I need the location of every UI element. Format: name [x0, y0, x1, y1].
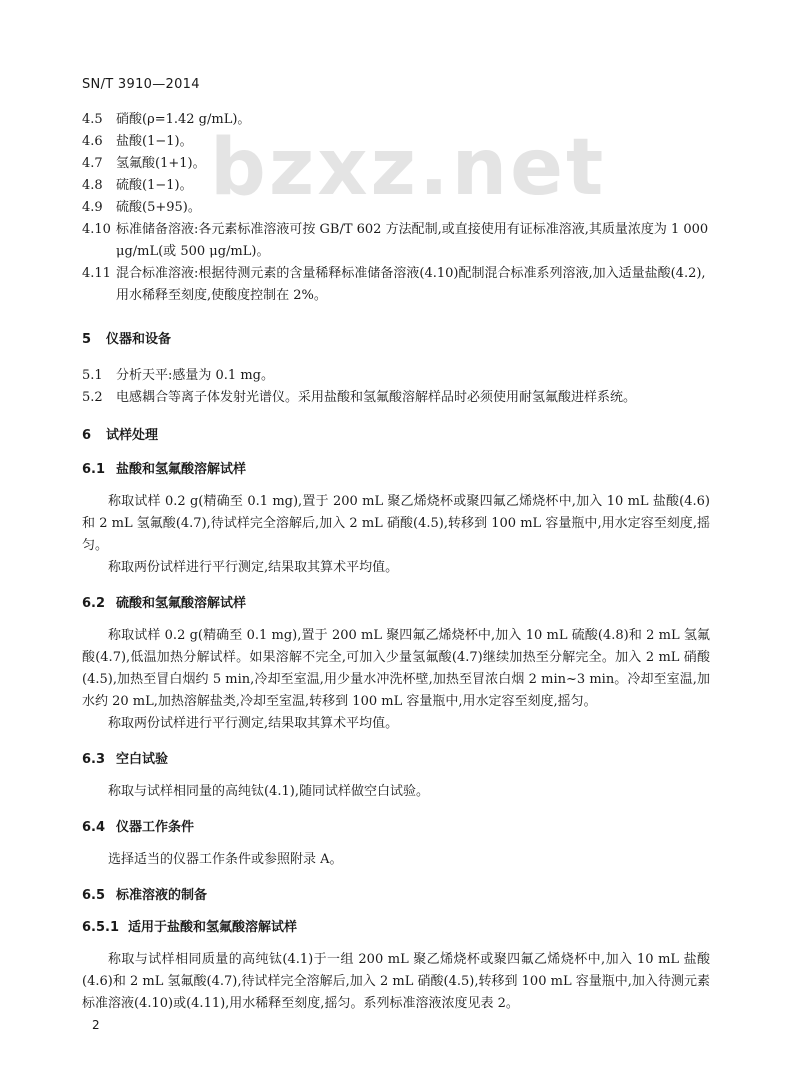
clause-4-9 [82, 197, 710, 219]
section-title: 仪器和设备 [106, 332, 172, 347]
clause-4-6 [82, 131, 710, 153]
subsection-title: 盐酸和氢氟酸溶解试样 [116, 462, 247, 477]
subsection-number: 6.2 [82, 596, 106, 611]
subsection-title: 适用于盐酸和氢氟酸溶解试样 [128, 920, 298, 935]
clause-text: 盐酸(1−1)。 [116, 134, 193, 149]
clause-text: 电感耦合等离子体发射光谱仪。采用盐酸和氢氟酸溶解样品时必须使用耐氢氟酸进样系统。 [116, 390, 637, 405]
clause-4-8 [82, 175, 710, 197]
subsection-6-5-1-heading [82, 917, 710, 939]
section-6-heading [82, 425, 710, 447]
clause-5-2 [82, 387, 710, 409]
subsection-number: 6.4 [82, 820, 106, 835]
subsection-title: 硫酸和氢氟酸溶解试样 [116, 596, 247, 611]
section-number: 6 [82, 428, 92, 443]
subsection-number: 6.3 [82, 752, 106, 767]
section-number: 5 [82, 332, 92, 347]
subsection-6-1-heading [82, 459, 710, 481]
clause-number: 4.10 [82, 222, 111, 237]
paragraph: 称取试样 0.2 g(精确至 0.1 mg),置于 200 mL 聚乙烯烧杯或聚四氟乙烯烧杯中,加入 10 mL 盐酸(4.6)和 2 mL 氢氟酸(4.7),待试样完全溶解后,加入 2 mL 硝酸(4.5),转移到 100 mL 容量瓶中,用水定容至刻度,摇匀。 [82, 494, 710, 553]
subsection-6-3-heading [82, 749, 710, 771]
subsection-number: 6.5 [82, 888, 106, 903]
clause-text: 混合标准溶液:根据待测元素的含量稀释标准储备溶液(4.10)配制混合标准系列溶液,加入适量盐酸(4.2),用水稀释至刻度,使酸度控制在 2%。 [116, 266, 706, 303]
paragraph: 选择适当的仪器工作条件或参照附录 A。 [108, 852, 343, 867]
section-5-heading [82, 329, 710, 351]
clause-text: 氢氟酸(1+1)。 [116, 156, 206, 171]
subsection-title: 空白试验 [116, 752, 169, 767]
clause-number: 4.11 [82, 266, 111, 281]
clause-number: 5.2 [82, 390, 103, 405]
paragraph: 称取与试样相同量的高纯钛(4.1),随同试样做空白试验。 [108, 784, 429, 799]
paragraph: 称取试样 0.2 g(精确至 0.1 mg),置于 200 mL 聚四氟乙烯烧杯中,加入 10 mL 硫酸(4.8)和 2 mL 氢氟酸(4.7),低温加热分解试样。如果溶解不完全,可加入少量氢氟酸(4.7)继续加热至分解完全。加入 2 mL 硝酸(4.5),加热至冒白烟约 5 min,冷却至室温,用少量水冲洗杯壁,加热至冒浓白烟 2 min~3 min。冷却至室温,加水约 20 mL,加热溶解盐类,冷却至室温,转移到 100 mL 容量瓶中,用水定容至刻度,摇匀。 [82, 628, 710, 709]
clause-4-11 [82, 263, 710, 307]
watermark-text: bzxz.net [210, 123, 607, 213]
standard-number-header: SN/T 3910—2014 [82, 77, 200, 92]
clause-text: 标准储备溶液:各元素标准溶液可按 GB/T 602 方法配制,或直接使用有证标准溶液,其质量浓度为 1 000 μg/mL(或 500 μg/mL)。 [116, 222, 709, 259]
paragraph: 称取两份试样进行平行测定,结果取其算术平均值。 [108, 716, 399, 731]
clause-text: 硫酸(5+95)。 [116, 200, 201, 215]
subsection-6-5-heading [82, 885, 710, 907]
clause-4-7 [82, 153, 710, 175]
clause-4-10 [82, 219, 710, 263]
subsection-title: 标准溶液的制备 [116, 888, 208, 903]
subsection-number: 6.1 [82, 462, 106, 477]
subsection-6-4-heading [82, 817, 710, 839]
clause-4-5 [82, 109, 710, 131]
clause-text: 硝酸(ρ=1.42 g/mL)。 [116, 112, 251, 127]
clause-number: 4.5 [82, 112, 103, 127]
clause-number: 4.6 [82, 134, 103, 149]
subsection-6-2-heading [82, 593, 710, 615]
clause-number: 5.1 [82, 368, 103, 383]
clause-5-1 [82, 365, 710, 387]
subsection-title: 仪器工作条件 [116, 820, 195, 835]
clause-number: 4.8 [82, 178, 103, 193]
clause-text: 硫酸(1−1)。 [116, 178, 193, 193]
section-title: 试样处理 [106, 428, 159, 443]
clause-text: 分析天平:感量为 0.1 mg。 [116, 368, 274, 383]
subsection-number: 6.5.1 [82, 920, 120, 935]
clause-number: 4.9 [82, 200, 103, 215]
paragraph: 称取与试样相同质量的高纯钛(4.1)于一组 200 mL 聚乙烯烧杯或聚四氟乙烯烧杯中,加入 10 mL 盐酸(4.6)和 2 mL 氢氟酸(4.7),待试样完全溶解后,加入 2 mL 硝酸(4.5),转移到 100 mL 容量瓶中,加入待测元素标准溶液(4.10)或(4.11),用水稀释至刻度,摇匀。系列标准溶液浓度见表 2。 [82, 952, 710, 1011]
document-body [82, 109, 710, 1015]
paragraph: 称取两份试样进行平行测定,结果取其算术平均值。 [108, 560, 399, 575]
page-number: 2 [92, 1018, 100, 1032]
clause-number: 4.7 [82, 156, 103, 171]
